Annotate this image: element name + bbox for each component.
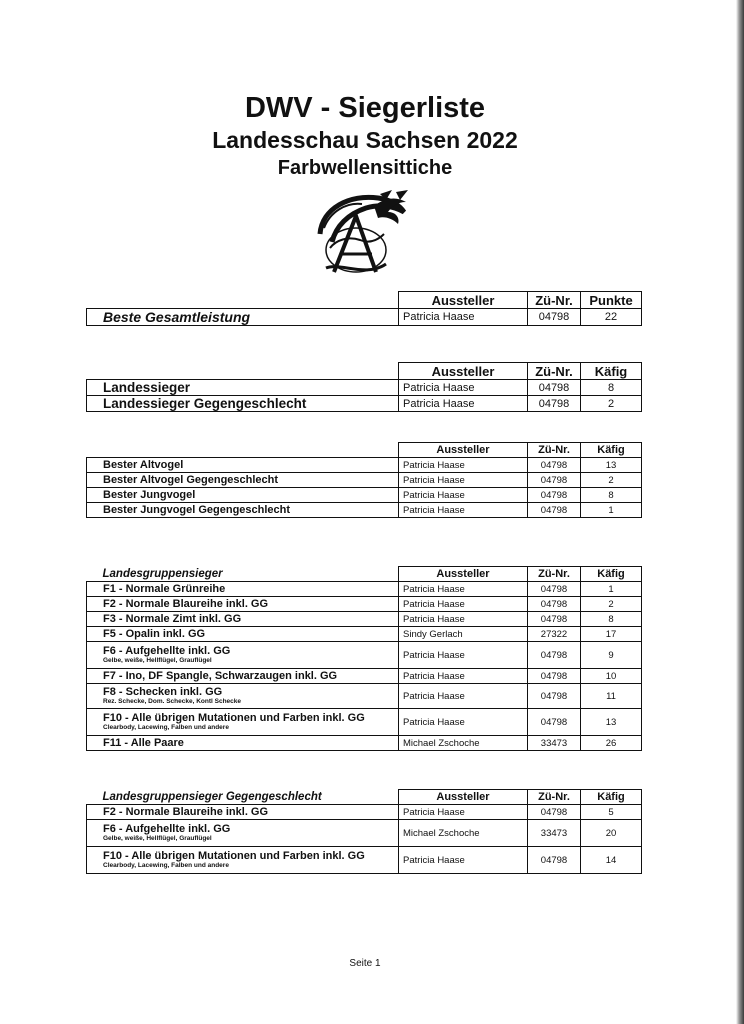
section-heading: Landesgruppensieger (87, 567, 399, 582)
award-label: Landessieger Gegengeschlecht (87, 396, 399, 412)
table-row (87, 736, 642, 751)
table-bester-vogel (86, 442, 642, 518)
exhibitor-name: Patricia Haase (399, 488, 528, 503)
exhibitor-name: Sindy Gerlach (399, 627, 528, 642)
breeder-number: 04798 (528, 847, 581, 874)
cage-number: 5 (581, 805, 642, 820)
exhibitor-name: Patricia Haase (399, 473, 528, 488)
exhibitor-name: Patricia Haase (399, 684, 528, 709)
group-label: F6 - Aufgehellte inkl. GG (103, 823, 231, 835)
group-label: F7 - Ino, DF Spangle, Schwarzaugen inkl. GG (87, 669, 399, 684)
column-header-zuechter-nr: Zü-Nr. (528, 292, 581, 309)
breeder-number: 33473 (528, 820, 581, 847)
table-row (87, 309, 642, 326)
group-sublabel: Clearbody, Lacewing, Falben und andere (103, 862, 229, 869)
table-row (87, 820, 642, 847)
breeder-number: 04798 (528, 597, 581, 612)
column-header-kaefig: Käfig (581, 363, 642, 380)
exhibitor-name: Michael Zschoche (399, 820, 528, 847)
event-subtitle: Landesschau Sachsen 2022 (212, 127, 518, 153)
column-header-zuechter-nr: Zü-Nr. (528, 443, 581, 458)
group-sublabel: Gelbe, weiße, Hellflügel, Grauflügel (103, 835, 212, 842)
award-label: Bester Jungvogel (87, 488, 399, 503)
cage-number: 1 (581, 503, 642, 518)
exhibitor-name: Patricia Haase (399, 669, 528, 684)
breeder-number: 04798 (528, 488, 581, 503)
exhibitor-name: Patricia Haase (399, 380, 528, 396)
exhibitor-name: Patricia Haase (399, 805, 528, 820)
table-row (87, 396, 642, 412)
exhibitor-name: Patricia Haase (399, 612, 528, 627)
table-row (87, 597, 642, 612)
cage-number: 26 (581, 736, 642, 751)
cage-number: 17 (581, 627, 642, 642)
group-label: F2 - Normale Blaureihe inkl. GG (87, 597, 399, 612)
breeder-number: 04798 (528, 709, 581, 736)
table-row (87, 847, 642, 874)
group-sublabel: Rez. Schecke, Dom. Schecke, Kontl Schecke (103, 698, 242, 705)
table-row (87, 473, 642, 488)
breeder-number: 04798 (528, 669, 581, 684)
cage-number: 9 (581, 642, 642, 669)
exhibitor-name: Michael Zschoche (399, 736, 528, 751)
group-sublabel: Clearbody, Lacewing, Falben und andere (103, 724, 229, 731)
group-label: F10 - Alle übrigen Mutationen und Farben inkl. GG (103, 850, 365, 862)
column-header-aussteller: Aussteller (399, 790, 528, 805)
column-header-kaefig: Käfig (581, 790, 642, 805)
breeder-number: 33473 (528, 736, 581, 751)
group-sublabel: Gelbe, weiße, Hellflügel, Grauflügel (103, 657, 212, 664)
group-label: F11 - Alle Paare (87, 736, 399, 751)
exhibitor-name: Patricia Haase (399, 396, 528, 412)
award-label: Bester Jungvogel Gegengeschlecht (87, 503, 399, 518)
cage-number: 2 (581, 396, 642, 412)
group-label: F6 - Aufgehellte inkl. GG (103, 645, 231, 657)
table-landessieger (86, 362, 642, 412)
cage-number: 13 (581, 458, 642, 473)
exhibitor-name: Patricia Haase (399, 597, 528, 612)
breeder-number: 04798 (528, 642, 581, 669)
exhibitor-name: Patricia Haase (399, 582, 528, 597)
cage-number: 14 (581, 847, 642, 874)
table-row (87, 805, 642, 820)
column-header-punkte: Punkte (581, 292, 642, 309)
column-header-aussteller: Aussteller (399, 363, 528, 380)
breeder-number: 04798 (528, 503, 581, 518)
breeder-number: 04798 (528, 612, 581, 627)
column-header-aussteller: Aussteller (399, 567, 528, 582)
breeder-number: 04798 (528, 473, 581, 488)
column-header-zuechter-nr: Zü-Nr. (528, 567, 581, 582)
column-header-aussteller: Aussteller (399, 292, 528, 309)
cage-number: 10 (581, 669, 642, 684)
award-label: Landessieger (87, 380, 399, 396)
cage-number: 2 (581, 473, 642, 488)
column-header-kaefig: Käfig (581, 567, 642, 582)
table-row (87, 669, 642, 684)
group-label: F3 - Normale Zimt inkl. GG (87, 612, 399, 627)
group-label: F1 - Normale Grünreihe (87, 582, 399, 597)
cage-number: 20 (581, 820, 642, 847)
breeder-number: 04798 (528, 396, 581, 412)
page-title: DWV - Siegerliste (244, 92, 486, 124)
group-label: F10 - Alle übrigen Mutationen und Farben inkl. GG (103, 712, 365, 724)
breeder-number: 04798 (528, 582, 581, 597)
award-label: Bester Altvogel Gegengeschlecht (87, 473, 399, 488)
exhibitor-name: Patricia Haase (399, 503, 528, 518)
table-row (87, 612, 642, 627)
table-row (87, 503, 642, 518)
table-landesgruppensieger (86, 566, 642, 751)
column-header-aussteller: Aussteller (399, 443, 528, 458)
points-value: 22 (581, 309, 642, 326)
award-label: Beste Gesamtleistung (87, 309, 399, 326)
award-label: Bester Altvogel (87, 458, 399, 473)
cage-number: 2 (581, 597, 642, 612)
category-title: Farbwellensittiche (277, 157, 453, 179)
group-label: F2 - Normale Blaureihe inkl. GG (87, 805, 399, 820)
table-row (87, 627, 642, 642)
cage-number: 11 (581, 684, 642, 709)
exhibitor-name: Patricia Haase (399, 642, 528, 669)
column-header-zuechter-nr: Zü-Nr. (528, 363, 581, 380)
section-heading: Landesgruppensieger Gegengeschlecht (87, 790, 399, 805)
club-logo-emblem (300, 188, 412, 278)
exhibitor-name: Patricia Haase (399, 847, 528, 874)
breeder-number: 27322 (528, 627, 581, 642)
table-row (87, 458, 642, 473)
cage-number: 8 (581, 380, 642, 396)
breeder-number: 04798 (528, 684, 581, 709)
scan-edge (736, 0, 744, 1024)
cage-number: 13 (581, 709, 642, 736)
page-number: Seite 1 (349, 958, 381, 969)
breeder-number: 04798 (528, 380, 581, 396)
breeder-number: 04798 (528, 309, 581, 326)
cage-number: 8 (581, 612, 642, 627)
exhibitor-name: Patricia Haase (399, 309, 528, 326)
table-row (87, 488, 642, 503)
cage-number: 8 (581, 488, 642, 503)
table-landesgruppensieger-gegengeschlecht (86, 789, 642, 874)
table-gesamtleistung (86, 291, 642, 326)
table-row (87, 642, 642, 669)
table-row (87, 709, 642, 736)
cage-number: 1 (581, 582, 642, 597)
table-row (87, 380, 642, 396)
exhibitor-name: Patricia Haase (399, 709, 528, 736)
group-label: F8 - Schecken inkl. GG (103, 686, 223, 698)
column-header-kaefig: Käfig (581, 443, 642, 458)
column-header-zuechter-nr: Zü-Nr. (528, 790, 581, 805)
exhibitor-name: Patricia Haase (399, 458, 528, 473)
table-row (87, 684, 642, 709)
table-row (87, 582, 642, 597)
breeder-number: 04798 (528, 805, 581, 820)
group-label: F5 - Opalin inkl. GG (87, 627, 399, 642)
breeder-number: 04798 (528, 458, 581, 473)
